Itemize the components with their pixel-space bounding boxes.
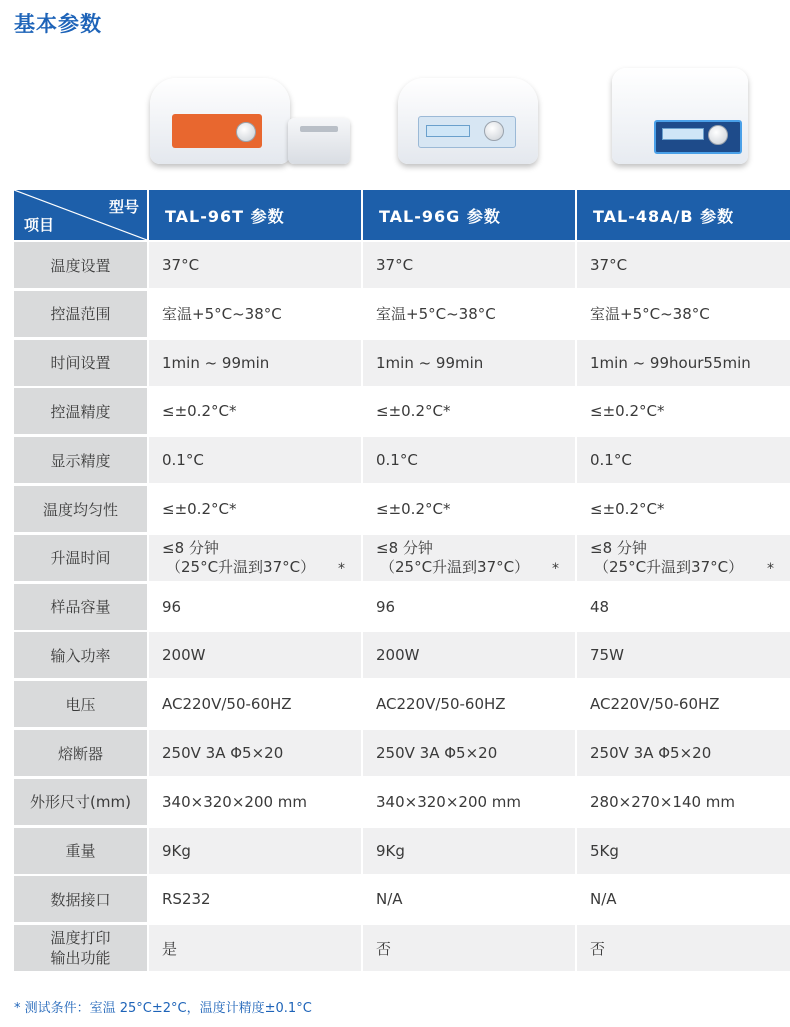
table-row [14, 486, 790, 532]
value-cell: 37°C [577, 242, 790, 288]
value-cell: 250V 3A Φ5×20 [577, 730, 790, 776]
row-label: 重量 [14, 828, 147, 874]
value-cell: AC220V/50-60HZ [363, 681, 575, 727]
row-label: 温度打印 输出功能 [14, 925, 147, 971]
value-cell: ≤±0.2°C* [149, 486, 361, 532]
value-main: ≤8 分钟 [590, 538, 647, 557]
value-cell [363, 535, 575, 581]
value-cell: 否 [363, 925, 575, 971]
value-cell: 9Kg [149, 828, 361, 874]
row-label: 样品容量 [14, 584, 147, 630]
value-cell: N/A [577, 876, 790, 922]
value-cell: 75W [577, 632, 790, 678]
table-row [14, 925, 790, 971]
value-cell: AC220V/50-60HZ [149, 681, 361, 727]
asterisk-mark: * [552, 560, 559, 577]
value-cell: 250V 3A Φ5×20 [149, 730, 361, 776]
value-cell: 0.1°C [149, 437, 361, 483]
value-cell: RS232 [149, 876, 361, 922]
value-cell [577, 535, 790, 581]
value-cell: 0.1°C [363, 437, 575, 483]
value-cell: 340×320×200 mm [149, 779, 361, 825]
value-cell: 250V 3A Φ5×20 [363, 730, 575, 776]
product-image-tal-96g [398, 78, 538, 188]
table-row [14, 828, 790, 874]
table-row [14, 388, 790, 434]
row-label: 熔断器 [14, 730, 147, 776]
value-cell: 5Kg [577, 828, 790, 874]
value-cell: ≤±0.2°C* [363, 486, 575, 532]
column-header-tal-48ab: TAL-48A/B 参数 [577, 190, 790, 240]
asterisk-mark: * [338, 560, 345, 577]
column-header-tal-96g: TAL-96G 参数 [363, 190, 575, 240]
value-cell: 200W [149, 632, 361, 678]
table-row [14, 730, 790, 776]
value-cell: 37°C [149, 242, 361, 288]
value-cell: 室温+5°C~38°C [149, 291, 361, 337]
asterisk-mark: * [767, 560, 774, 577]
table-row [14, 535, 790, 581]
value-cell: 200W [363, 632, 575, 678]
value-cell: 280×270×140 mm [577, 779, 790, 825]
value-cell: ≤±0.2°C* [577, 388, 790, 434]
row-label: 电压 [14, 681, 147, 727]
value-cell: 340×320×200 mm [363, 779, 575, 825]
row-label: 控温范围 [14, 291, 147, 337]
column-header-tal-96t: TAL-96T 参数 [149, 190, 361, 240]
table-row [14, 437, 790, 483]
value-cell: 1min ~ 99hour55min [577, 340, 790, 386]
row-label: 时间设置 [14, 340, 147, 386]
value-cell: 37°C [363, 242, 575, 288]
table-row [14, 681, 790, 727]
value-cell: ≤±0.2°C* [363, 388, 575, 434]
product-image-tal-48ab [612, 68, 752, 178]
value-cell: 室温+5°C~38°C [577, 291, 790, 337]
value-main: ≤8 分钟 [162, 538, 219, 557]
value-cell: ≤±0.2°C* [577, 486, 790, 532]
value-cell: N/A [363, 876, 575, 922]
row-label: 温度均匀性 [14, 486, 147, 532]
row-label: 数据接口 [14, 876, 147, 922]
table-row [14, 340, 790, 386]
corner-item-label: 项目 [24, 216, 55, 234]
value-cell: 96 [363, 584, 575, 630]
table-row [14, 584, 790, 630]
value-cell: 1min ~ 99min [363, 340, 575, 386]
page-title: 基本参数 [14, 12, 102, 36]
product-image-tal-96t [150, 78, 360, 188]
table-row [14, 876, 790, 922]
table-corner-header [14, 190, 147, 240]
value-cell: 0.1°C [577, 437, 790, 483]
corner-type-label: 型号 [108, 198, 139, 216]
value-sub: （25°C升温到37°C） [594, 557, 744, 576]
row-label: 外形尺寸(mm) [14, 779, 147, 825]
value-cell: 96 [149, 584, 361, 630]
value-main: ≤8 分钟 [376, 538, 433, 557]
value-cell: 9Kg [363, 828, 575, 874]
table-row [14, 242, 790, 288]
value-cell: 1min ~ 99min [149, 340, 361, 386]
table-row [14, 291, 790, 337]
value-cell: 室温+5°C~38°C [363, 291, 575, 337]
value-sub: （25°C升温到37°C） [380, 557, 530, 576]
value-cell: AC220V/50-60HZ [577, 681, 790, 727]
row-label: 控温精度 [14, 388, 147, 434]
table-header [14, 190, 790, 240]
value-cell [149, 535, 361, 581]
row-label: 输入功率 [14, 632, 147, 678]
value-cell: ≤±0.2°C* [149, 388, 361, 434]
product-images [0, 58, 790, 188]
value-cell: 否 [577, 925, 790, 971]
footnote: * 测试条件：室温 25°C±2°C，温度计精度±0.1°C [14, 1001, 312, 1016]
row-label: 显示精度 [14, 437, 147, 483]
row-label: 温度设置 [14, 242, 147, 288]
table-row [14, 632, 790, 678]
value-cell: 是 [149, 925, 361, 971]
table-row [14, 779, 790, 825]
row-label: 升温时间 [14, 535, 147, 581]
value-sub: （25°C升温到37°C） [166, 557, 316, 576]
value-cell: 48 [577, 584, 790, 630]
